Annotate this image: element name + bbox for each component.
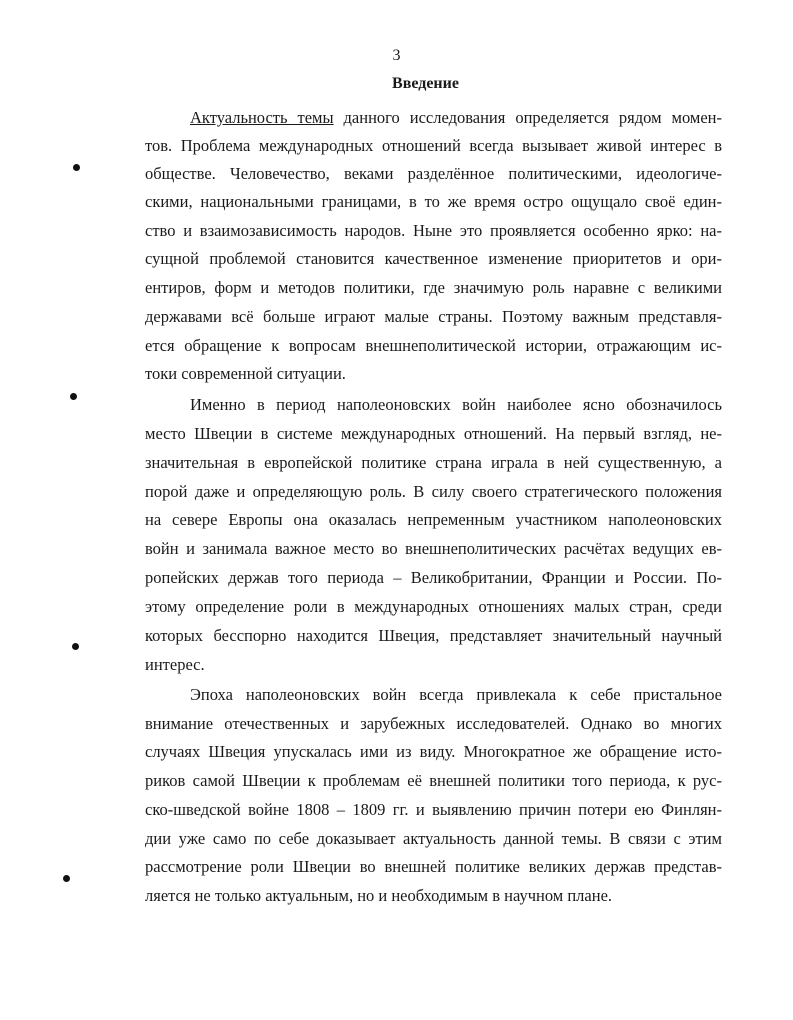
text-line: дии уже само по себе доказывает актуальность данной темы. В связи с этим bbox=[145, 829, 722, 848]
text-line: ропейских держав того периода – Великобритании, Франции и России. По- bbox=[145, 568, 722, 587]
page-number: 3 bbox=[392, 47, 401, 64]
text-line: обществе. Человечество, веками разделённое политическими, идеологиче- bbox=[145, 164, 722, 183]
text-line: ляется не только актуальным, но и необходимым в научном плане. bbox=[145, 886, 613, 905]
page-heading: Введение bbox=[392, 75, 459, 92]
text-line: сущной проблемой становится качественное изменение приоритетов и ори- bbox=[145, 249, 722, 268]
underlined-term: Актуальность темы bbox=[190, 108, 334, 127]
text-line: место Швеции в системе международных отношений. На первый взгляд, не- bbox=[145, 424, 722, 443]
text-line: внимание отечественных и зарубежных исследователей. Однако во многих bbox=[145, 714, 722, 733]
text-line bbox=[190, 108, 722, 128]
punch-hole-mark bbox=[72, 643, 79, 650]
text-line: значительная в европейской политике страна играла в ней существенную, а bbox=[145, 453, 722, 472]
text-line: Именно в период наполеоновских войн наиболее ясно обозначилось bbox=[190, 395, 722, 414]
text-line: этому определение роли в международных отношениях малых стран, среди bbox=[145, 597, 722, 616]
punch-hole-mark bbox=[70, 393, 77, 400]
text-line: ство и взаимозависимость народов. Ныне это проявляется особенно ярко: на- bbox=[145, 221, 722, 240]
text-line: токи современной ситуации. bbox=[145, 364, 346, 383]
text-line: державами всё больше играют малые страны. Поэтому важным представля- bbox=[145, 307, 722, 326]
text-line: случаях Швеция упускалась ими из виду. Многократное же обращение исто- bbox=[145, 742, 722, 761]
text-line: ентиров, форм и методов политики, где значимую роль наравне с великими bbox=[145, 278, 722, 297]
text-line: рассмотрение роли Швеции во внешней политике великих держав представ- bbox=[145, 857, 722, 876]
text-line: риков самой Швеции к проблемам её внешней политики того периода, к рус- bbox=[145, 771, 722, 790]
text-line: порой даже и определяющую роль. В силу своего стратегического положения bbox=[145, 482, 722, 501]
text-line: войн и занимала важное место во внешнеполитических расчётах ведущих ев- bbox=[145, 539, 722, 558]
text-line: ется обращение к вопросам внешнеполитической истории, отражающим ис- bbox=[145, 336, 722, 355]
text-line-rest: данного исследования определяется рядом момен- bbox=[333, 108, 722, 127]
text-line: тов. Проблема международных отношений всегда вызывает живой интерес в bbox=[145, 136, 722, 155]
text-line: которых бесспорно находится Швеция, представляет значительный научный bbox=[145, 626, 722, 645]
punch-hole-mark bbox=[63, 875, 70, 882]
text-line: скими, национальными границами, в то же время остро ощущало своё един- bbox=[145, 192, 722, 211]
text-line: Эпоха наполеоновских войн всегда привлекала к себе пристальное bbox=[190, 685, 722, 704]
punch-hole-mark bbox=[73, 164, 80, 171]
text-line: ско-шведской войне 1808 – 1809 гг. и выявлению причин потери ею Финлян- bbox=[145, 800, 722, 819]
text-line: интерес. bbox=[145, 655, 205, 674]
text-line: на севере Европы она оказалась непременным участником наполеоновских bbox=[145, 510, 722, 529]
